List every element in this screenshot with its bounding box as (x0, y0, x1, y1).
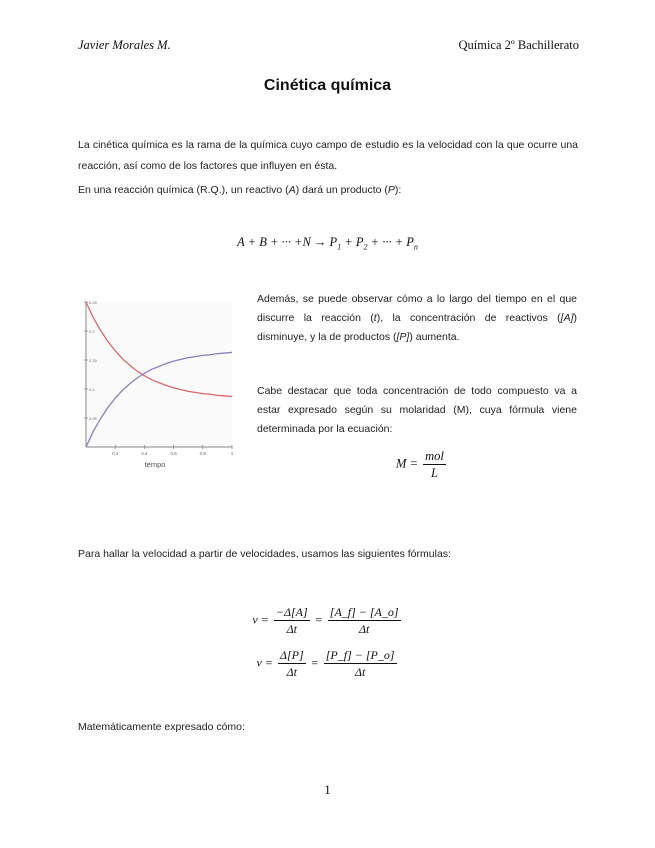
product-symbol: P (387, 184, 395, 196)
x-tick-label: 0.6 (170, 451, 177, 456)
reactant-symbol: A (288, 184, 296, 196)
y-tick-label: 0.15 (89, 358, 97, 363)
y-tick-label: 0.1 (89, 387, 95, 392)
y-tick-label: 0.25 (89, 300, 97, 305)
x-tick-label: 0.4 (141, 451, 148, 456)
general-reaction-equation: A + B + ··· $+N \to P_1 + P_2$ + ··· + $P_n$ (237, 235, 418, 252)
intro-paragraph: La cinética química es la rama de la química cuyo campo de estudio es la velocidad con la que ocurre una reacción, así como de los factores que influyen en ésta. (78, 139, 578, 172)
y-tick-label: 0.05 (89, 416, 97, 421)
x-tick-label: 1 (230, 451, 234, 456)
chart-plot-area (86, 302, 232, 447)
molarity-equation: M = $\frac{\text{mol}}{L}$ (396, 449, 444, 480)
page-title: Cinética química (263, 77, 392, 94)
reaction-intro-paragraph: En una reacción química (R.Q.), un reactivo (A) dará un producto (P): (78, 184, 402, 196)
math-intro-paragraph: Matemáticamente expresado cómo: (78, 721, 245, 733)
y-tick-label: 0.2 (89, 329, 95, 334)
velocity-equation-reactants: v = $\frac{-\Delta[A]}{\Delta t}$ = $\frac{[A\_f] - [A\_o]}{\Delta t}$ (252, 605, 399, 636)
concentration-paragraph: Además, se puede observar cómo a lo largo del tiempo en el que discurre la reacción (t), la concentración de reactivos ([A]) disminuye, y la de productos ([P]) aumenta. (257, 293, 577, 343)
velocity-equation-products: v = $\frac{\Delta[P]}{\Delta t}$ = $\frac{[P\_f] - [P\_o]}{\Delta t}$ (256, 648, 395, 679)
x-tick-label: 0.8 (199, 451, 206, 456)
molarity-paragraph: Cabe destacar que toda concentración de todo compuesto va a estar expresado según su molaridad (M), cuya fórmula viene determinada por la ecuación: (257, 385, 577, 435)
x-axis-label: tempo (144, 460, 166, 469)
header-subject: Química 2º Bachillerato (458, 38, 579, 52)
velocity-intro-paragraph: Para hallar la velocidad a partir de velocidades, usamos las siguientes fórmulas: (78, 548, 451, 560)
x-tick-label: 0.2 (112, 451, 119, 456)
header-author: Javier Morales M. (78, 38, 171, 52)
page-number: 1 (324, 782, 331, 797)
concentration-time-chart (72, 292, 244, 472)
